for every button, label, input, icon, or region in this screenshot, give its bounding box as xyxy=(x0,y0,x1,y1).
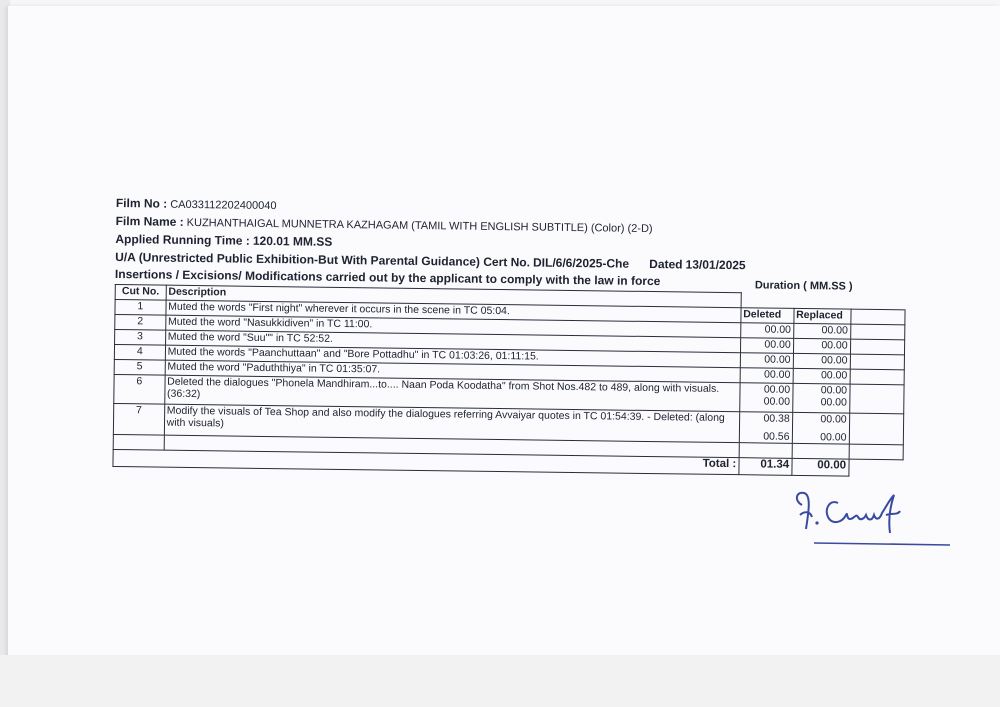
running-time-label: Applied Running Time : xyxy=(115,231,250,248)
total-deleted: 01.34 xyxy=(739,458,792,476)
certificate-category: U/A (Unrestricted Public Exhibition-But With Parental Guidance) Cert No. xyxy=(115,249,531,270)
cut-description: Muted the word "Suu"" in TC 52:52. xyxy=(165,330,740,353)
row6-replaced: 00.00 xyxy=(820,413,847,426)
film-name-value: KUZHANTHAIGAL MUNNETRA KAZHAGAM (TAMIL WITH ENGLISH SUBTITLE) (Color) (2-D) xyxy=(186,216,653,236)
cut-no: 5 xyxy=(114,359,165,375)
total-replaced: 00.00 xyxy=(792,458,849,476)
row1-replaced: 00.00 xyxy=(793,323,850,339)
certificate-number: DIL/6/6/2025-Che xyxy=(532,255,630,271)
film-name-label: Film Name : xyxy=(115,213,184,229)
row6-deleted: 00.38 xyxy=(763,412,790,425)
cut-description: Muted the words "Paanchuttaan" and "Bore Pottadhu" in TC 01:03:26, 01:11:15. xyxy=(165,345,740,368)
cut-no: 7 xyxy=(113,403,164,435)
cut-description: Muted the word "Nasukkidiven" in TC 11:00. xyxy=(165,315,740,338)
row2-deleted: 00.00 xyxy=(740,338,793,354)
cut-description: Deleted the dialogues "Phonela Mandhiram...to.... Naan Poda Koodatha" from Shot Nos.482 to 489, along with visuals. (36:32) xyxy=(164,375,739,412)
film-no-value: CA033112202400040 xyxy=(170,198,277,213)
cut-no: 1 xyxy=(115,299,166,315)
col-description: Description xyxy=(166,285,741,308)
row2-replaced: 00.00 xyxy=(793,338,850,354)
row6-deleted-a: 00.00 xyxy=(763,395,791,408)
row4-replaced: 00.00 xyxy=(793,368,850,384)
duration-label: Duration ( MM.SS ) xyxy=(754,279,853,293)
running-time-value: 120.01 MM.SS xyxy=(252,233,333,249)
film-no-label: Film No : xyxy=(115,195,168,211)
row6-replaced-a: 00.00 xyxy=(820,396,847,409)
col-replaced: Replaced xyxy=(794,308,851,324)
cut-description: Muted the word "Paduththiya" in TC 01:35:07. xyxy=(165,360,740,383)
cut-description: Modify the visuals of Tea Shop and also modify the dialogues referring Avvaiyar quotes in TC 01:54:39. - Deleted: (along with visuals) xyxy=(164,404,739,443)
cut-no: 3 xyxy=(115,329,166,345)
certificate-date: 13/01/2025 xyxy=(685,257,746,273)
row5-replaced: 00.00 xyxy=(820,384,848,397)
table-heading: Insertions / Excisions/ Modifications carried out by the applicant to comply with the law in force xyxy=(114,266,661,289)
col-cut-no: Cut No. xyxy=(115,284,166,300)
certificate-dated-label: Dated xyxy=(649,256,683,272)
row7-replaced: 00.00 xyxy=(820,431,847,444)
row3-deleted: 00.00 xyxy=(740,353,793,369)
modifications-table xyxy=(112,284,905,477)
certificate-details xyxy=(112,195,915,477)
row3-replaced: 00.00 xyxy=(793,353,850,369)
total-label: Total : xyxy=(113,449,739,474)
row4-deleted: 00.00 xyxy=(740,368,793,384)
row1-deleted: 00.00 xyxy=(740,323,793,339)
row7-deleted: 00.56 xyxy=(763,430,790,443)
row5-deleted: 00.00 xyxy=(763,383,791,396)
cut-no: 2 xyxy=(115,314,166,330)
scan-bottom-strip xyxy=(0,655,1000,707)
cut-no: 4 xyxy=(114,344,165,360)
signature-image xyxy=(790,485,960,555)
col-deleted: Deleted xyxy=(741,308,794,324)
cut-description: Muted the words "First night" wherever it occurs in the scene in TC 05:04. xyxy=(166,300,741,323)
cut-no: 6 xyxy=(114,374,165,404)
